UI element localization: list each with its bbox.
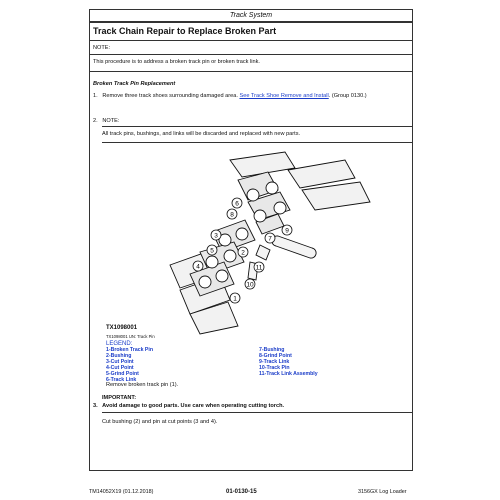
track-shoe-link[interactable]: See Track Shoe Remove and Install xyxy=(239,93,329,99)
svg-text:6: 6 xyxy=(235,200,239,208)
legend-item: 5-Grind Point xyxy=(106,371,139,377)
legend-item: 1-Broken Track Pin xyxy=(106,347,153,353)
section-header: Track System xyxy=(89,9,413,23)
note-divider xyxy=(89,54,412,55)
legend-item: 9-Track Link xyxy=(259,359,290,365)
svg-text:8: 8 xyxy=(230,211,234,219)
subheading: Broken Track Pin Replacement xyxy=(93,81,176,87)
svg-text:10: 10 xyxy=(246,281,254,289)
important-divider xyxy=(102,412,412,413)
title-divider xyxy=(89,40,412,41)
legend-item: 3-Cut Point xyxy=(106,359,134,365)
callout-4 xyxy=(193,261,203,271)
note-label: NOTE: xyxy=(93,45,111,51)
callout-10 xyxy=(245,279,255,289)
svg-text:1: 1 xyxy=(233,295,237,303)
callout-1 xyxy=(230,293,240,303)
step-1-group: . (Group 0130.) xyxy=(328,93,367,99)
callout-11 xyxy=(254,262,264,272)
figure-caption: TX1098001 UN: Track Pin xyxy=(106,334,155,339)
svg-text:9: 9 xyxy=(285,227,289,235)
section-divider xyxy=(89,71,412,72)
legend-item: 7-Bushing xyxy=(259,347,285,353)
figure-id: TX1098001 xyxy=(106,325,138,331)
step-2-note-label: NOTE: xyxy=(102,118,120,124)
footer-page-number: 01-0130-15 xyxy=(226,489,257,495)
footer-model: 3156GX Log Loader xyxy=(358,489,407,495)
legend-title: LEGEND: xyxy=(106,341,133,347)
important-label: IMPORTANT: xyxy=(102,395,137,401)
cut-instruction: Cut bushing (2) and pin at cut points (3 and 4). xyxy=(102,419,218,425)
step-3-text: Avoid damage to good parts. Use care when operating cutting torch. xyxy=(102,403,285,409)
callout-9 xyxy=(282,225,292,235)
step-3 xyxy=(93,403,284,409)
callout-5 xyxy=(207,245,217,255)
step-2-text: All track pins, bushings, and links will be discarded and replaced with new parts. xyxy=(102,131,301,137)
remove-pin-text: Remove broken track pin (1). xyxy=(106,382,179,388)
loose-parts xyxy=(248,236,316,280)
svg-text:4: 4 xyxy=(196,263,200,271)
step-2-divider xyxy=(102,126,412,127)
step-2 xyxy=(93,118,119,124)
callout-6 xyxy=(232,198,242,208)
legend-item: 8-Grind Point xyxy=(259,353,292,359)
callout-8 xyxy=(227,209,237,219)
step-2-number: 2. xyxy=(93,118,98,124)
track-chain-figure xyxy=(150,150,380,335)
svg-text:5: 5 xyxy=(210,247,214,255)
legend-item: 10-Track Pin xyxy=(259,365,290,371)
legend-item: 11-Track Link Assembly xyxy=(259,371,318,377)
legend-item: 6-Track Link xyxy=(106,377,137,383)
page-title: Track Chain Repair to Replace Broken Part xyxy=(93,26,277,36)
callout-3 xyxy=(211,230,221,240)
step-1-number: 1. xyxy=(93,93,98,99)
step-1-text: Remove three track shoes surrounding damaged area. xyxy=(102,93,238,99)
svg-text:11: 11 xyxy=(255,264,263,272)
callout-2 xyxy=(238,247,248,257)
svg-text:2: 2 xyxy=(241,249,245,257)
step-3-number: 3. xyxy=(93,403,98,409)
step-2-end-divider xyxy=(102,142,412,143)
svg-text:7: 7 xyxy=(268,235,272,243)
legend-item: 4-Cut Point xyxy=(106,365,134,371)
step-1 xyxy=(93,93,367,99)
footer-doc-id: TM14052X19 (01.12.2018) xyxy=(89,489,154,495)
callout-7 xyxy=(265,233,275,243)
svg-text:3: 3 xyxy=(214,232,218,240)
note-text: This procedure is to address a broken track pin or broken track link. xyxy=(93,59,260,65)
legend-item: 2-Bushing xyxy=(106,353,132,359)
